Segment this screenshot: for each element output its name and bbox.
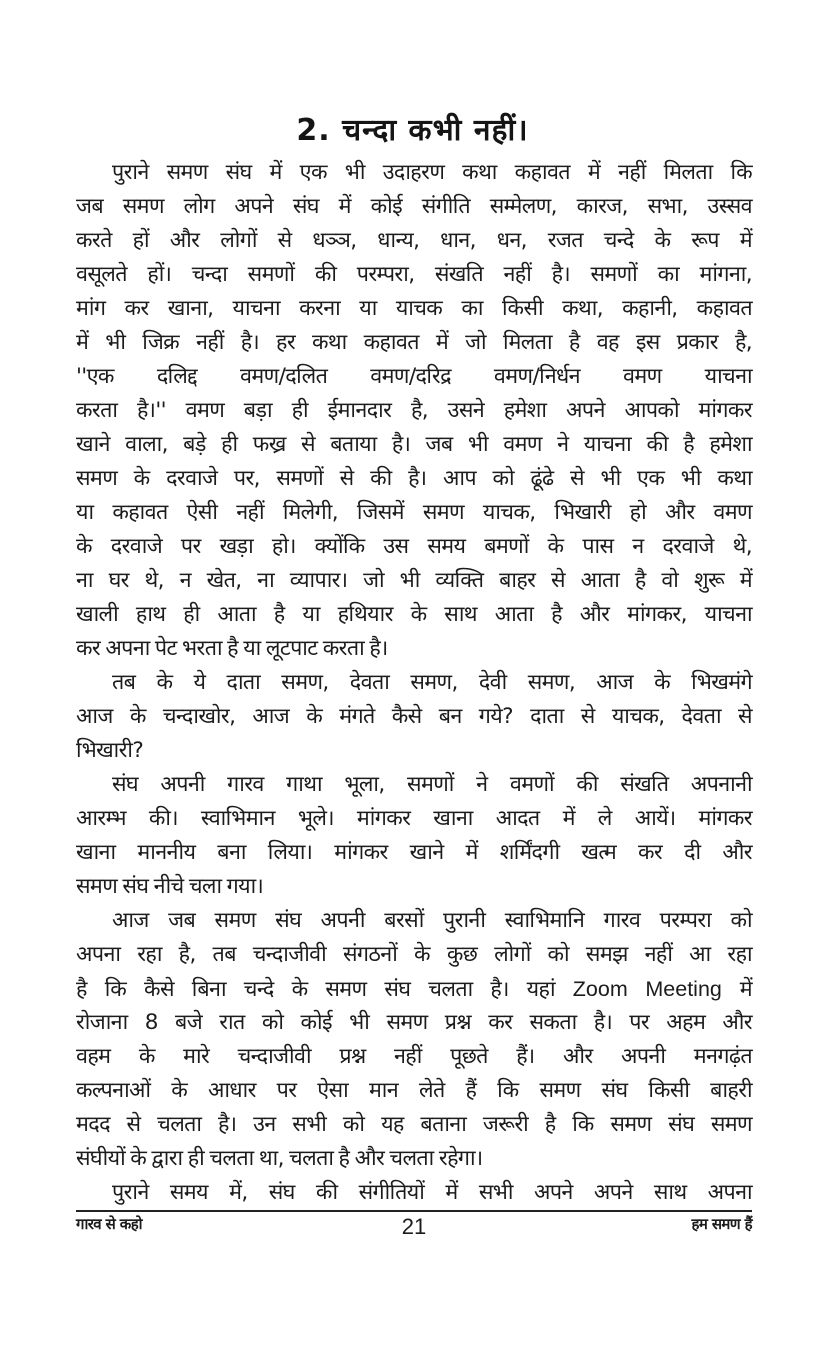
chapter-title: 2. चन्दा कभी नहीं। — [296, 113, 529, 148]
text-segment: है कि कैसे बिना चन्दे के समण संघ चलता है। यहां — [76, 977, 555, 1002]
text-line: अपना रहा है, तब चन्दाजीवी संगठनों के कुछ लोगों को समझ नहीं आ रहा — [76, 942, 752, 967]
zoom-meeting-text: Zoom Meeting — [572, 977, 722, 1001]
text-line: पुराने समय में, संघ की संगीतियों में सभी अपने अपने साथ अपना — [112, 1180, 752, 1205]
text-line: भिखारी? — [76, 738, 144, 763]
text-line: पुराने समण संघ में एक भी उदाहरण कथा कहावत में नहीं मिलता कि — [112, 160, 752, 185]
text-line: या कहावत ऐसी नहीं मिलेगी, जिसमें समण याचक, भिखारी हो और वमण — [76, 500, 752, 525]
text-line: जब समण लोग अपने संघ में कोई संगीति सम्मेलण, कारज, सभा, उस्सव — [76, 194, 752, 219]
footer-rule — [76, 1210, 752, 1212]
text-line-zoom — [76, 972, 752, 1006]
page-footer — [76, 1214, 752, 1244]
text-line: खाली हाथ ही आता है या हथियार के साथ आता है और मांगकर, याचना — [76, 602, 752, 627]
text-line: करते हों और लोगों से धञ्ञ, धान्य, धान, धन, रजत चन्दे के रूप में — [76, 228, 752, 253]
body-text — [76, 156, 752, 1210]
text-line: रोजाना 8 बजे रात को कोई भी समण प्रश्न कर सकता है। पर अहम और — [76, 1010, 752, 1035]
text-line: कल्पनाओं के आधार पर ऐसा मान लेते हैं कि समण संघ किसी बाहरी — [76, 1078, 752, 1103]
text-line: वसूलते हों। चन्दा समणों की परम्परा, संखति नहीं है। समणों का मांगना, — [76, 262, 752, 287]
text-line: ना घर थे, न खेत, ना व्यापार। जो भी व्यक्ति बाहर से आता है वो शुरू में — [76, 568, 752, 593]
text-line: कर अपना पेट भरता है या लूटपाट करता है। — [76, 636, 388, 661]
text-segment: में — [739, 977, 752, 1002]
text-line: मदद से चलता है। उन सभी को यह बताना जरूरी है कि समण संघ समण — [76, 1112, 752, 1137]
text-line: आरम्भ की। स्वाभिमान भूले। मांगकर खाना आदत में ले आयें। मांगकर — [76, 806, 752, 831]
text-line: संघीयों के द्वारा ही चलता था, चलता है और चलता रहेगा। — [76, 1146, 483, 1171]
footer-left-text: गारव से कहो — [76, 1215, 142, 1233]
text-line: आज के चन्दाखोर, आज के मंगते कैसे बन गये? दाता से याचक, देवता से — [76, 704, 752, 729]
text-line: तब के ये दाता समण, देवता समण, देवी समण, आज के भिखमंगे — [112, 670, 752, 695]
text-line: खाना माननीय बना लिया। मांगकर खाने में शर्मिंदगी खत्म कर दी और — [76, 840, 752, 865]
text-line: ''एक दलिद्द वमण/दलित वमण/दरिद्र वमण/निर्धन वमण याचना — [76, 364, 752, 389]
text-line: के दरवाजे पर खड़ा हो। क्योंकि उस समय बमणों के पास न दरवाजे थे, — [76, 534, 752, 559]
text-line: समण के दरवाजे पर, समणों से की है। आप को ढूंढे से भी एक भी कथा — [76, 466, 752, 491]
footer-right-text: हम समण हैं — [691, 1215, 752, 1233]
text-line: वहम के मारे चन्दाजीवी प्रश्न नहीं पूछते हैं। और अपनी मनगढ़ंत — [76, 1044, 752, 1069]
text-line: खाने वाला, बड़े ही फख्र से बताया है। जब भी वमण ने याचना की है हमेशा — [76, 432, 752, 457]
page-number: 21 — [401, 1214, 427, 1239]
text-line: समण संघ नीचे चला गया। — [76, 874, 264, 899]
text-line: आज जब समण संघ अपनी बरसों पुरानी स्वाभिमानि गारव परम्परा को — [112, 908, 752, 933]
text-line: मांग कर खाना, याचना करना या याचक का किसी कथा, कहानी, कहावत — [76, 296, 752, 321]
text-line: करता है।'' वमण बड़ा ही ईमानदार है, उसने हमेशा अपने आपको मांगकर — [76, 398, 752, 423]
text-line: में भी जिक्र नहीं है। हर कथा कहावत में जो मिलता है वह इस प्रकार है, — [76, 330, 752, 355]
text-line: संघ अपनी गारव गाथा भूला, समणों ने वमणों की संखति अपनानी — [112, 772, 752, 797]
